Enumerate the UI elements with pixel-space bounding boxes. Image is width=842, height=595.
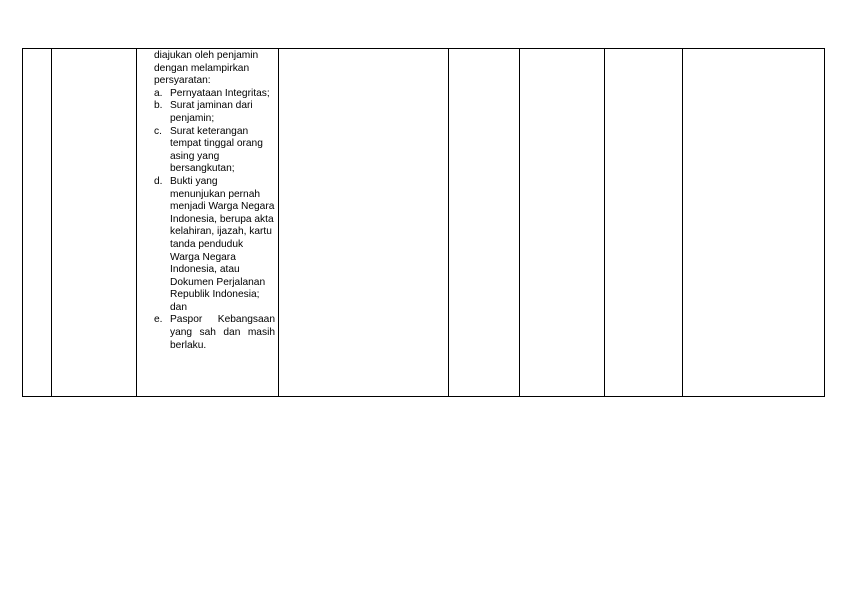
list-marker: a. — [154, 87, 163, 99]
cell-procedure — [279, 49, 449, 397]
list-item — [154, 126, 275, 176]
cell-number — [23, 49, 52, 397]
cell-cost — [520, 49, 605, 397]
requirements-table — [22, 48, 825, 397]
list-item — [154, 88, 275, 101]
list-marker: c. — [154, 125, 162, 137]
requirements-intro: diajukan oleh penjamin dengan melampirkan persyaratan: — [154, 50, 259, 87]
list-item-text: Pernyataan Integritas; — [170, 87, 270, 99]
cell-service-type — [52, 49, 137, 397]
list-item — [154, 176, 275, 315]
table-row — [23, 49, 825, 397]
list-marker: d. — [154, 175, 163, 187]
cell-notes — [683, 49, 825, 397]
cell-time — [449, 49, 520, 397]
list-item-text: Surat jaminan dari penjamin; — [170, 100, 253, 124]
list-item-text: Surat keterangan tempat tinggal orang asing yang bersangkutan; — [170, 125, 263, 175]
requirements-list — [154, 88, 275, 352]
list-item-text: Bukti yang menunjukan pernah menjadi Warga Negara Indonesia, berupa akta kelahiran, ijazah, kartu tanda penduduk Warga Negara Indonesia, atau Dokumen Perjalanan Republik Indonesia; dan — [170, 175, 275, 313]
list-item-text: Paspor Kebangsaan yang sah dan masih berlaku. — [170, 314, 275, 351]
list-marker: e. — [154, 314, 163, 326]
list-marker: b. — [154, 100, 163, 112]
cell-requirements — [137, 49, 279, 397]
list-item — [154, 100, 275, 125]
list-item — [154, 314, 275, 352]
cell-output — [605, 49, 683, 397]
